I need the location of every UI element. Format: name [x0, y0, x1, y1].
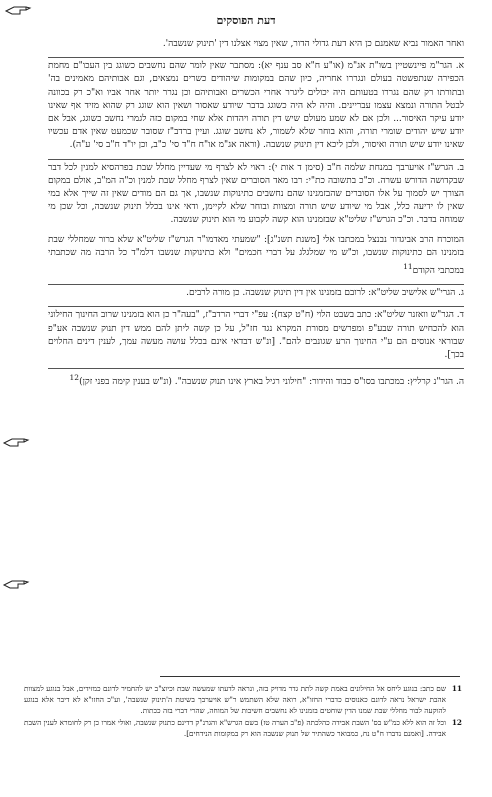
footnote-separator	[160, 676, 460, 677]
main-text	[48, 38, 464, 395]
paragraph-a: א. הגר"מ פיינשטיין בשו"ת אג"מ (או"ע ח"א סב ענף יא): מסתבר שאין לומר שהם נחשבים כשוגג בין העכו"ם מחמת הכפירה שנתפשטה בעולם ונגררו אחריה, כיון שהם במקומות שיהודים כשרים נמצאים, וגם אבותיהם מאמינים בה' ובתורתו רק שהם נגררו בטעותם היה יכולים ליגרר אחרי הכשרים ואבותיהם וכן נגרר יותר אחר אביו וא"כ רק בכוונה לבטל התורה ונמצא עצמו עבריינים. והיה לא היה כשוגג בדבר שיודע שאסור ושאין הוא שוגג רק שהוא מזיד אף שאינו יודע עיקר האיסור... ולכן אם לא שמע מעולם שיש דין תורה ויהדות אלא שחי במקום כזה לגמרי נחשב כשוגג, אבל אם יודע שיש יהודים שומרי תורה, והוא בוחר שלא לשמור, לא נחשב שוגג. ועיין ברדב"ז שסובר שכמעט שאין אדם עכשיו שאינו יודע שיש תורה ואיסור, ולכן ליכא דין תינוק שנשבה. (וראה אג"מ או"ח ח"ד סי' כ"ב, וכן יו"ד ח"ב סי' ע"ה).	[48, 57, 464, 152]
paragraph-e-text: ה. הגר"נ קרליץ: במכתבו בסו"ס כבוד והידור: "חילוני רגיל בארץ אינו תנוק שנשבה". (ונ"ש בענין קימה בפני זקן)	[79, 377, 464, 388]
paragraph-d: ד. הגר"ש וואזנר שליט"א: כתב בשבט הלוי (ח"ט קצח): עפ"י דברי הרדב"ז, "בעה"ר כן הוא בזמנינו שרוב החינוך החילוני הוא להכחיש תורה שבע"פ ומפרשים מסורת המקרא נגד חז"ל, על כן קשה ליתן להם ממש דין תנוק שנשבה אע"פ שבוראי אנוסים הם ע"י החינוך הרע שגונבים להם". [ונ"ש דבדאי אינם בכלל עושה מעשה עמך, לענין דינים החלוים בכך].	[48, 306, 464, 362]
footnote	[24, 718, 462, 740]
paragraph-b: ב. הגרש"ז אויערבך במנחת שלמה ח"ב (סימן ד אות י): ראוי לא לצרף מי שעדיין מחלל שבת בפרהסיא למנין לכל דבר שבקדושה הדורש עשרה. וכ"כ בתשובה כת"י: רבו מאד הסוברים שאין לצרף מחלל שבת למנין וכ"ה המ"ב, אולם במקום הצורך יש לסמוך על אלו הסוברים שהבזמנינו שהם נחשבים כתינוקות שנשבו, אך גם הם מודים שאין זה שייך אלא במי שאין לו ידיעה כלל, אבל מי שיודע שיש תורה ומצוות ובוחר שלא לקיימן, ודאי אינו בכלל תינוק שנשבה, וכל שכן מי שמוחה בדבר. וכ"כ הגרש"ז שליט"א שבזמנינו הוא קשה לקבוע מי הוא תינוק שנשבה.	[48, 159, 464, 228]
pointing-hand-icon	[2, 576, 30, 592]
footnote-text: וכל זה הוא ללא כמ"ש בס' השבת אבידה כהלכתה (פ"ב הערה טז) בשם הגרש"א והגרנ"ק דדינם כתנוק שנשבה, ואולי אמרו כן רק לחומרא לענין השבת אבידה. [ואמנם נדברו ח"ט נח, כמבואר כשהתיר של תנוק שנשבה הוא רק במקומות הנידחים].	[24, 718, 446, 739]
page-title: דעת הפוסקים	[216, 14, 276, 27]
paragraph-b-note	[48, 234, 464, 279]
paragraph-c: ג. הגרי"ש אלישיב שליט"א: לרובם בזמנינו אין דין תינוק שנשבה. כן מורה לרבים.	[48, 284, 464, 300]
note-text: המוכרח הרב אביגדור נבנצל במכתבו אלי [משנת תשנ"ג]: "שמעתי מאדמו"ר הגרש"ז שליט"א שלא ברור שמחללי שבת בזמנינו הם כתינוקות שנשבו, וכ"ש מי שמלגלג על דברי חכמים" ולא כתינוקות שנשבו דלמ"ד כל הרבה מה שכתבתי במכתבי הקודם	[48, 234, 464, 277]
footnote-number: 11	[451, 684, 462, 693]
footnote-ref: 11	[403, 262, 413, 272]
paragraph-e	[48, 368, 464, 389]
pointing-hand-icon	[4, 2, 32, 18]
footnote-ref: 12	[69, 373, 80, 383]
footnote-text: שם כתב: בנוגע ליחס אל החילונים באמת קשה לתת גדר מדויק בזה, ונראה לדעתו שמעשה שבת וכיוצ"ב יש להחמיר לדונם כמזידים, אבל בנוגע למצוות אהבת ישראל נראה לדונם כאנוסים כדברי החזו"א, רואה שלא השתמש ר"ש אויערבך בשיטת ה'תינוק שנשבה', וע"כ החזו"א לא דיבר אלא בנוגע להוקעה לבור מחללי שבת שמנו הדין שוחטים בזמנינו לא נחשבים חשיבות של המוחה, שהרי דברי בזה ככתות.	[24, 684, 446, 715]
footnote	[24, 684, 462, 716]
intro-paragraph: ואחר האמור נביא שאמנם כן היא דעת גדולי הדור, שאין מצוי אצלנו דין 'תינוק שנשבה'.	[162, 39, 464, 49]
footnotes	[24, 684, 462, 740]
footnote-number: 12	[451, 718, 462, 728]
pointing-hand-icon	[2, 434, 30, 450]
